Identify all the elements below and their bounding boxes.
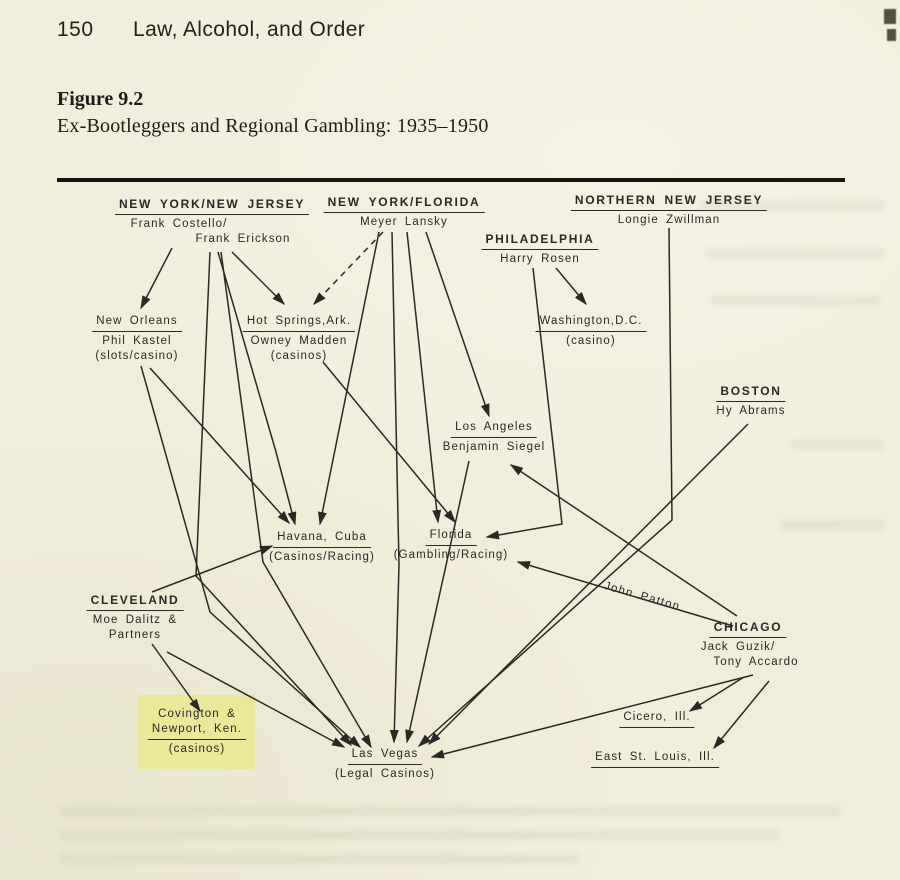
figure-label: Figure 9.2 xyxy=(57,88,144,110)
edge-erickson-to-hot-springs xyxy=(232,252,284,304)
node-las-vegas xyxy=(335,747,435,782)
edge-kastel-to-havana xyxy=(150,368,289,523)
ghost-smudge xyxy=(780,520,885,530)
node-los-angeles-line: Benjamin Siegel xyxy=(442,441,546,453)
node-cleveland xyxy=(87,593,184,643)
edge-zwillman-to-las-vegas xyxy=(419,228,672,746)
page-number: 150 xyxy=(57,18,94,41)
edge-nynj-to-havana xyxy=(218,252,295,524)
node-chicago xyxy=(700,620,799,670)
node-new-orleans xyxy=(92,314,182,364)
node-northern-new-jersey-line: NORTHERN NEW JERSEY xyxy=(571,193,767,213)
node-washington-dc-line: Washington,D.C. xyxy=(536,314,647,334)
node-chicago-line: CHICAGO xyxy=(705,620,790,640)
edge-accardo-to-east-st-louis xyxy=(714,681,769,748)
node-hot-springs-line: Hot Springs,Ark. xyxy=(243,314,355,334)
node-new-york-new-jersey xyxy=(115,197,309,247)
node-chicago-line: Jack Guzik/ xyxy=(700,641,776,653)
scan-artifact-corner xyxy=(887,29,896,41)
node-new-york-new-jersey-line: Frank Costello/ xyxy=(130,218,228,230)
edge-rosen-to-florida xyxy=(487,268,562,537)
edge-abrams-to-las-vegas xyxy=(429,424,748,744)
node-cleveland-line: CLEVELAND xyxy=(87,593,184,613)
node-hot-springs-line: Owney Madden xyxy=(250,335,348,347)
edge-costello-to-new-orleans xyxy=(141,248,172,308)
node-northern-new-jersey-line: Longie Zwillman xyxy=(617,214,721,226)
node-boston xyxy=(716,384,785,419)
node-philadelphia-line: PHILADELPHIA xyxy=(481,232,598,252)
ghost-smudge xyxy=(790,440,885,450)
node-covington-newport-line: Covington & xyxy=(158,708,236,720)
edge-rosen-to-washington xyxy=(556,268,586,304)
node-philadelphia-line: Harry Rosen xyxy=(500,253,580,265)
node-boston-line: BOSTON xyxy=(716,384,785,404)
node-hot-springs xyxy=(243,314,355,364)
node-washington-dc xyxy=(536,314,647,349)
node-cicero-line: Cicero, Ill. xyxy=(619,710,694,730)
edge-lansky-to-las-vegas xyxy=(392,232,399,742)
ghost-smudge xyxy=(705,248,885,259)
node-hot-springs-line: (casinos) xyxy=(270,350,328,362)
node-florida xyxy=(394,528,509,563)
ghost-smudge xyxy=(710,296,880,306)
edge-accardo-to-cicero xyxy=(690,677,744,711)
ghost-smudge xyxy=(60,806,840,816)
edge-lansky-to-hot-springs xyxy=(314,232,383,304)
node-new-york-new-jersey-line: Frank Erickson xyxy=(195,233,291,245)
scan-artifact-corner xyxy=(884,9,896,24)
node-new-york-florida xyxy=(324,195,485,230)
node-havana-line: Havana, Cuba xyxy=(269,530,375,550)
node-new-orleans-line: (slots/casino) xyxy=(95,350,179,362)
edge-cleveland-to-havana xyxy=(152,546,272,592)
node-new-orleans-line: New Orleans xyxy=(92,314,182,334)
node-cleveland-line: Moe Dalitz & xyxy=(92,614,178,626)
node-new-york-florida-line: NEW YORK/FLORIDA xyxy=(324,195,485,215)
node-boston-line: Hy Abrams xyxy=(716,405,786,417)
node-new-york-new-jersey-line: NEW YORK/NEW JERSEY xyxy=(115,197,309,217)
node-cleveland-line: Partners xyxy=(108,629,162,641)
running-title: Law, Alcohol, and Order xyxy=(133,18,366,41)
node-washington-dc-line: (casino) xyxy=(566,335,616,347)
node-new-york-florida-line: Meyer Lansky xyxy=(360,216,448,228)
node-covington-newport xyxy=(148,707,246,757)
node-florida-line: (Gambling/Racing) xyxy=(393,549,509,561)
edge-lansky-to-los-angeles xyxy=(426,232,489,416)
edge-label-john-patton: John Patton xyxy=(602,580,682,614)
node-havana xyxy=(269,530,375,565)
node-las-vegas-line: Las Vegas xyxy=(335,747,435,767)
ghost-smudge xyxy=(60,830,780,840)
edge-siegel-to-las-vegas xyxy=(407,461,469,742)
figure-caption: Ex-Bootleggers and Regional Gambling: 1935–1950 xyxy=(57,115,489,137)
node-las-vegas-line: (Legal Casinos) xyxy=(334,768,436,780)
node-philadelphia xyxy=(481,232,598,267)
edge-lansky-to-florida xyxy=(407,232,438,522)
node-los-angeles xyxy=(443,420,546,455)
node-los-angeles-line: Los Angeles xyxy=(443,420,546,440)
edge-accardo-to-las-vegas xyxy=(432,675,753,757)
node-east-st-louis-line: East St. Louis, Ill. xyxy=(591,750,719,770)
node-covington-newport-line: Newport, Ken. xyxy=(148,722,246,742)
ghost-smudge xyxy=(60,854,580,864)
node-cicero xyxy=(619,710,694,730)
node-covington-newport-line: (casinos) xyxy=(168,743,226,755)
edge-madden-to-florida xyxy=(323,362,455,522)
node-new-orleans-line: Phil Kastel xyxy=(102,335,172,347)
node-east-st-louis xyxy=(591,750,719,770)
ghost-smudge xyxy=(700,200,885,211)
node-chicago-line: Tony Accardo xyxy=(713,656,799,668)
node-florida-line: Florida xyxy=(394,528,509,548)
node-havana-line: (Casinos/Racing) xyxy=(269,551,375,563)
edge-lansky-to-havana xyxy=(320,232,379,524)
